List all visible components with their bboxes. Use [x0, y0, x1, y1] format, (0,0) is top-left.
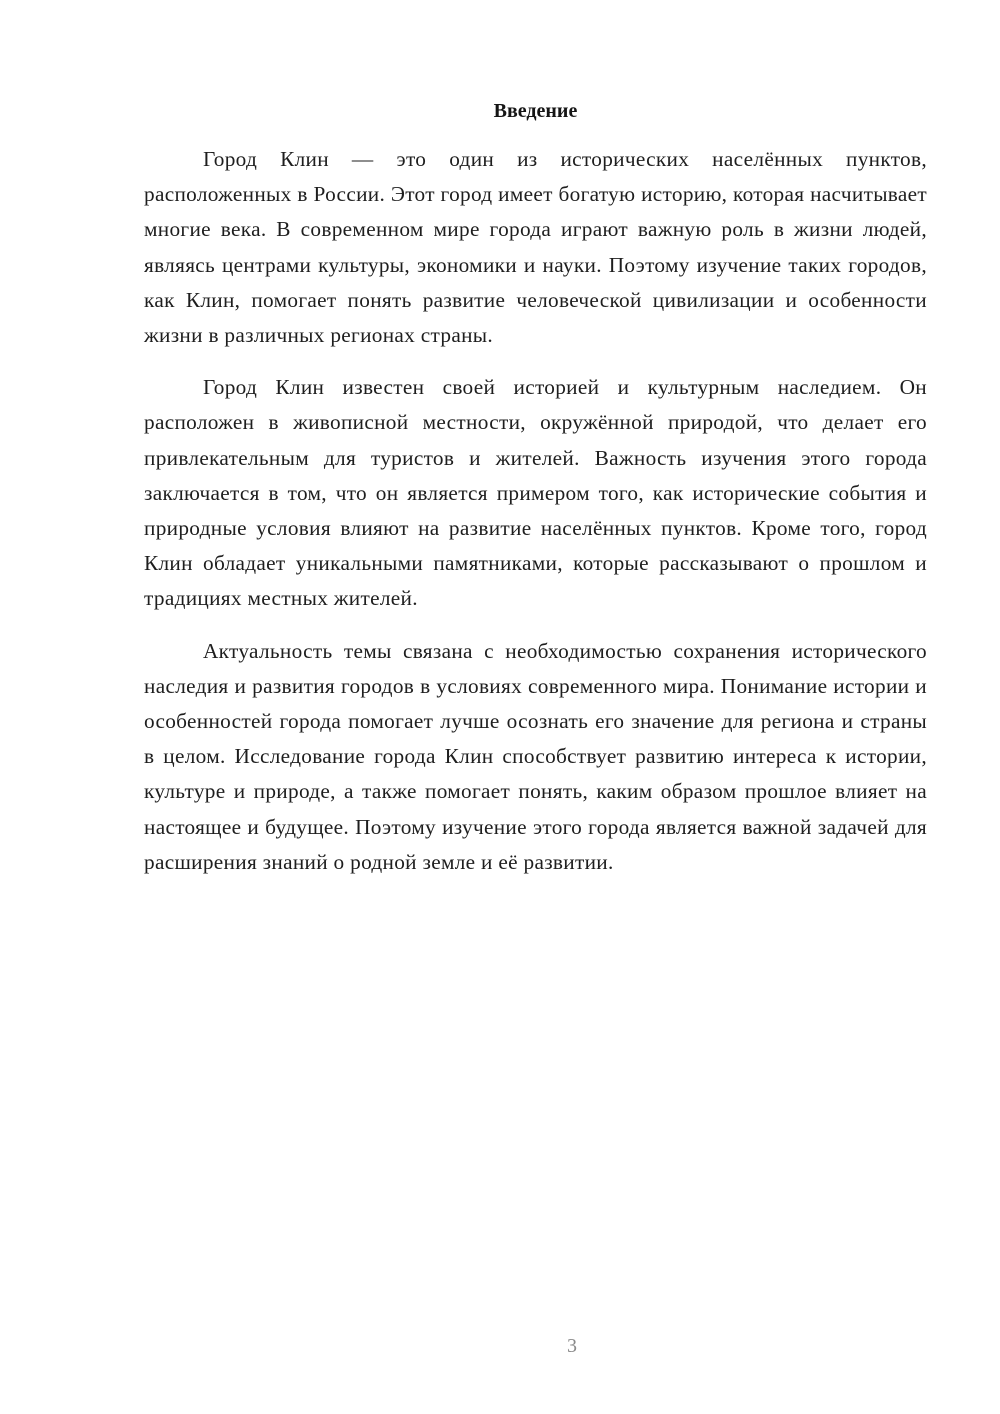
page-number: 3: [567, 1335, 577, 1357]
paragraph-1: Город Клин — это один из исторических населённых пунктов, расположенных в России. Этот город имеет богатую историю, которая насчитывает многие века. В современном мире города играют важную роль в жизни людей, являясь центрами культуры, экономики и науки. Поэтому изучение таких городов, как Клин, помогает понять развитие человеческой цивилизации и особенности жизни в различных регионах страны.: [144, 147, 927, 348]
paragraph-3: Актуальность темы связана с необходимостью сохранения исторического наследия и развития городов в условиях современного мира. Понимание истории и особенностей города помогает лучше осознать его значение для региона и страны в целом. Исследование города Клин способствует развитию интереса к истории, культуре и природе, а также помогает понять, каким образом прошлое влияет на настоящее и будущее. Поэтому изучение этого города является важной задачей для расширения знаний о родной земле и её развитии.: [144, 638, 927, 874]
paragraph-2: Город Клин известен своей историей и культурным наследием. Он расположен в живописной местности, окружённой природой, что делает его привлекательным для туристов и жителей. Важность изучения этого города заключается в том, что он является примером того, как исторические события и природные условия влияют на развитие населённых пунктов. Кроме того, город Клин обладает уникальными памятниками, которые рассказывают о прошлом и традициях местных жителей.: [144, 375, 927, 611]
document-body: [144, 142, 927, 880]
section-heading: Введение: [493, 100, 578, 122]
